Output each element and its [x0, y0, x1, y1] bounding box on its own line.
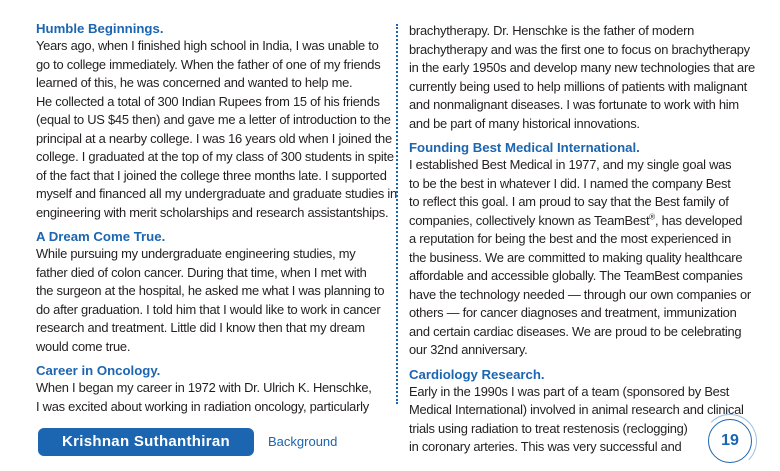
- text-line: He collected a total of 300 Indian Rupees from 15 of his friends: [36, 93, 380, 109]
- right-column: [409, 0, 759, 457]
- text-line: myself and financed all my undergraduate and graduate studies in: [36, 186, 397, 201]
- text-line: trials using radiation to treat restenosis (reclogging): [409, 420, 688, 436]
- text-line: go to college immediately. When the father of one of my friends: [36, 56, 381, 72]
- text-line: When I began my career in 1972 with Dr. Ulrich K. Henschke,: [36, 380, 372, 395]
- page-number: 19: [708, 419, 752, 463]
- section-heading-dream-come-true: A Dream Come True.: [36, 229, 166, 244]
- text-line: Early in the 1990s I was part of a team (sponsored by Best: [409, 383, 730, 399]
- registered-mark: ®: [649, 212, 655, 222]
- text-line: engineering with merit scholarships and research assistantships.: [36, 204, 389, 220]
- left-column: [36, 0, 397, 416]
- text-line: affordable and accessible globally. The TeamBest companies: [409, 268, 743, 283]
- text-line: others — for cancer diagnoses and treatment, immunization: [409, 305, 737, 320]
- section-heading-humble-beginnings: Humble Beginnings.: [36, 21, 164, 36]
- author-name-badge: Krishnan Suthanthiran: [38, 428, 254, 456]
- text-line: in coronary arteries. This was very successful and: [409, 439, 682, 454]
- text-line: research and treatment. Little did I know then that my dream: [36, 320, 365, 335]
- text-line: principal at a nearby college. I was 16 years old when I joined the: [36, 130, 392, 146]
- text-line: a reputation for being the best and the most experienced in: [409, 231, 732, 246]
- text-line: in the early 1950s and develop many new technologies that are: [409, 60, 755, 75]
- section-heading-cardiology-research: Cardiology Research.: [409, 366, 545, 382]
- paragraph-brachytherapy: [409, 22, 759, 133]
- paragraph-dream-come-true: [36, 245, 386, 356]
- text-line: the surgeon at the hospital, he asked me what I was planning to: [36, 283, 385, 298]
- text-line: and be part of many historical innovations.: [409, 115, 640, 131]
- text-line: to be the best in whatever I did. I named the company Best: [409, 175, 731, 191]
- paragraph-career-in-oncology: [36, 379, 386, 416]
- text-line: brachytherapy. Dr. Henschke is the father of modern: [409, 23, 695, 38]
- text-line: I was excited about working in radiation oncology, particularly: [36, 398, 369, 414]
- text-line: and certain cardiac diseases. We are proud to be celebrating: [409, 323, 742, 339]
- text-line: the business. We are committed to making quality healthcare: [409, 249, 743, 265]
- text-line: to reflect this goal. I am proud to say that the Best family of: [409, 194, 729, 209]
- teambest-text-continued: , has developed: [654, 212, 743, 228]
- text-line: and nonmalignant diseases. I was fortunate to work with him: [409, 97, 739, 112]
- section-label: Background: [268, 434, 338, 449]
- text-line: learned of this, he was concerned and wanted to help me.: [36, 75, 353, 90]
- text-line: Years ago, when I finished high school in India, I was unable to: [36, 38, 379, 53]
- section-heading-career-in-oncology: Career in Oncology.: [36, 363, 161, 378]
- text-line: have the technology needed — through our own companies or: [409, 286, 751, 302]
- column-divider: [396, 24, 398, 404]
- text-line: our 32nd anniversary.: [409, 342, 528, 357]
- text-line: Medical International) involved in animal research and clinical: [409, 402, 744, 417]
- text-line: college. I graduated at the top of my class of 300 students in spite: [36, 149, 394, 164]
- text-line: brachytherapy and was the first one to focus on brachytherapy: [409, 41, 750, 57]
- text-line: do after graduation. I told him that I would like to work in cancer: [36, 301, 381, 317]
- section-heading-founding-best-medical: Founding Best Medical International.: [409, 140, 640, 155]
- text-line: I established Best Medical in 1977, and my single goal was: [409, 157, 732, 172]
- text-line: While pursuing my undergraduate engineering studies, my: [36, 246, 356, 261]
- text-line: currently being used to help millions of patients with malignant: [409, 78, 747, 94]
- text-line: (equal to US $45 then) and gave me a letter of introduction to the: [36, 112, 391, 127]
- paragraph-founding-best-medical: [409, 156, 759, 360]
- paragraph-humble-beginnings: [36, 37, 397, 222]
- text-line: would come true.: [36, 338, 131, 354]
- teambest-text: companies, collectively known as TeamBest: [409, 212, 650, 228]
- text-line: father died of colon cancer. During that time, when I met with: [36, 264, 367, 280]
- text-line-teambest: [409, 212, 759, 231]
- text-line: of the fact that I joined the college three months late. I supported: [36, 167, 387, 183]
